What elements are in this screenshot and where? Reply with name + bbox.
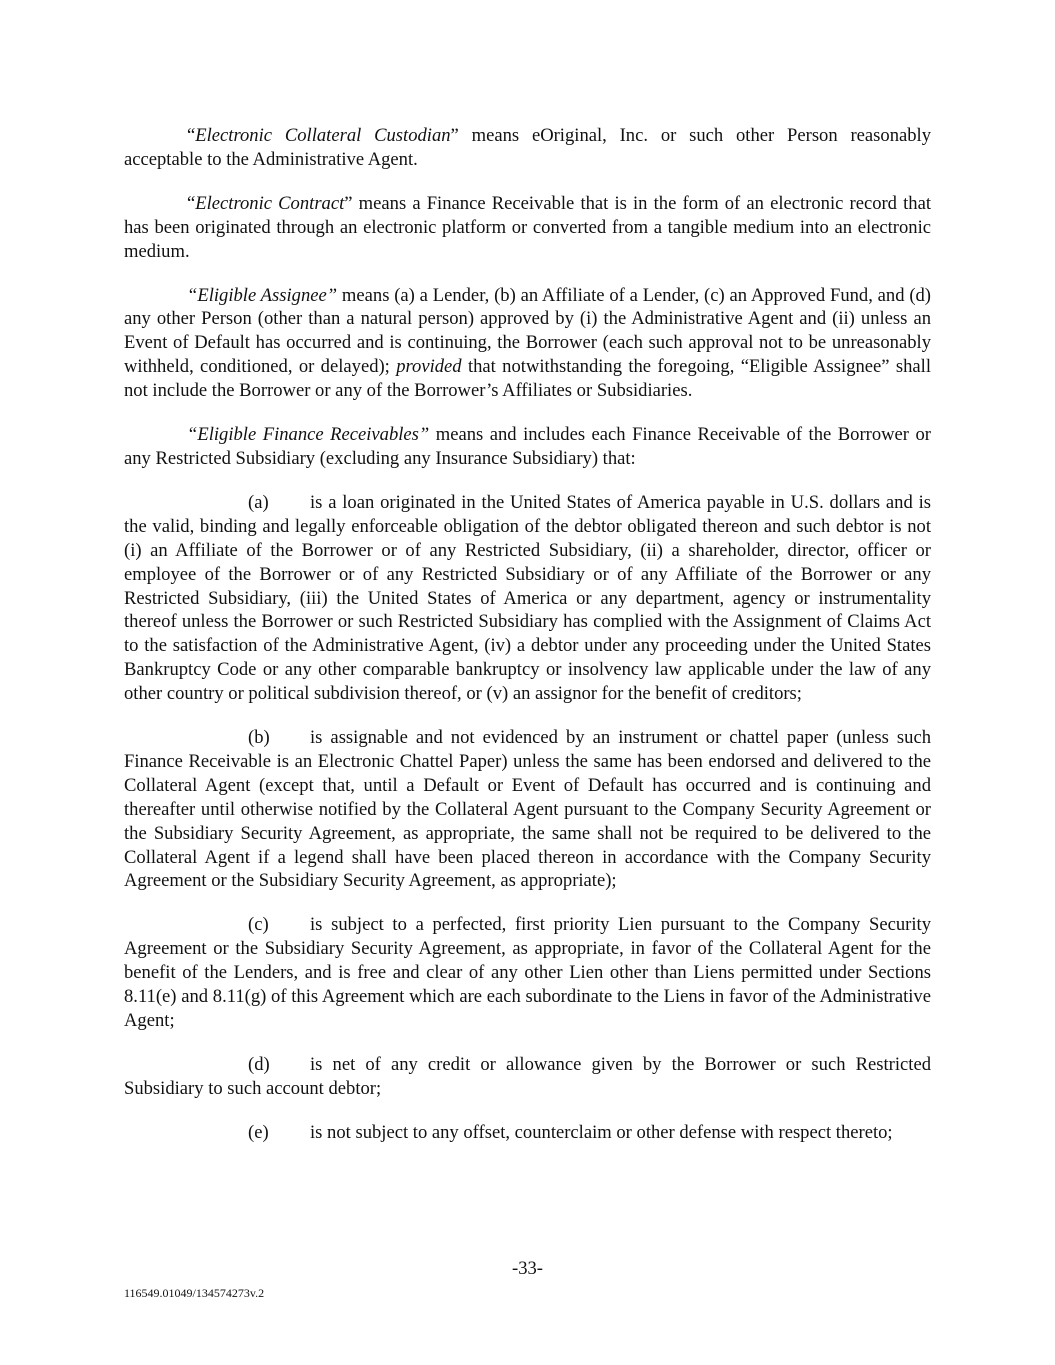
item-label: (b) — [248, 727, 270, 749]
item-label: (a) — [248, 491, 269, 513]
item-text: is not subject to any offset, counterclaim or other defense with respect thereto; — [310, 1121, 893, 1143]
definition-eligible-assignee: “Eligible Assignee” means (a) a Lender, (b) an Affiliate of a Lender, (c) an Approved Fund, and (d) any other Person (other than a natural person) approved by (i) the Administrative Agent and (ii) unless an Event of Default has occurred and is continuing, the Borrower (each such approval not to be unreasonably withheld, conditioned, or delayed); provided that notwithstanding the foregoing, “Eligible Assignee” shall not include the Borrower or any of the Borrower’s Affiliates or Subsidiaries. — [124, 284, 932, 402]
item-text: is net of any credit or allowance given by the Borrower or such Restricted Subsidiary to such account debtor; — [124, 1053, 931, 1099]
defined-term: “Eligible Finance Receivables” — [187, 424, 430, 446]
definition-eligible-finance-receivables: “Eligible Finance Receivables” means and includes each Finance Receivable of the Borrower or any Restricted Subsidiary (excluding any Insurance Subsidiary) that: — [124, 424, 931, 469]
proviso-word: provided — [396, 356, 462, 378]
page-number: -33- — [512, 1258, 543, 1279]
defined-term: “Eligible Assignee” — [187, 284, 338, 306]
defined-term: Electronic Collateral Custodian — [195, 125, 451, 146]
item-text: is assignable and not evidenced by an instrument or chattel paper (unless such Finance Receivable is an Electronic Chattel Paper) unless the same has been endorsed and delivered to the Collateral Agent (except that, until a Default or Event of Default has occurred and is continuing and thereafter until otherwise notified by the Collateral Agent pursuant to the Company Security Agreement or the Subsidiary Security Agreement, as appropriate, the same shall not be required to be delivered to the Collateral Agent if a legend shall have been placed thereon in accordance with the Company Security Agreement or the Subsidiary Security Agreement, as appropriate); — [124, 727, 931, 892]
definition-electronic-collateral-custodian: “Electronic Collateral Custodian” means eOriginal, Inc. or such other Person reasonably acceptable to the Administrative Agent. — [124, 125, 931, 170]
list-item-e — [124, 1121, 931, 1145]
item-text: is subject to a perfected, first priority Lien pursuant to the Company Security Agreement or the Subsidiary Security Agreement, as appropriate, in favor of the Collateral Agent for the benefit of the Lenders, and is free and clear of any other Lien other than Liens permitted under Sections 8.11(e) and 8.11(g) of this Agreement which are each subordinate to the Liens in favor of the Administrative Agent; — [124, 914, 931, 1031]
item-text: is a loan originated in the United States of America payable in U.S. dollars and is the valid, binding and legally enforceable obligation of the debtor obligated thereon and such debtor is not (i) an Affiliate of the Borrower or of any Restricted Subsidiary, (ii) a shareholder, director, officer or employee of the Borrower or of any Restricted Subsidiary or of any Affiliate of the Borrower or any Restricted Subsidiary, (iii) the United States of America or any department, agency or instrumentality thereof unless the Borrower or such Restricted Subsidiary has complied with the Assignment of Claims Act to the satisfaction of the Administrative Agent, (iv) a debtor under any proceeding under the United States Bankruptcy Code or any other comparable bankruptcy or insolvency law applicable under the law of any other country or political subdivision thereof, or (v) an assignor for the benefit of creditors; — [124, 491, 931, 705]
list-item-d — [124, 1053, 931, 1101]
definition-electronic-contract: “Electronic Contract” means a Finance Receivable that is in the form of an electronic record that has been originated through an electronic platform or converted from a tangible medium into an electronic medium. — [124, 192, 932, 262]
document-body — [124, 124, 931, 1165]
list-item-a — [124, 491, 931, 706]
defined-term: Electronic Contract — [195, 192, 345, 214]
document-id: 116549.01049/134574273v.2 — [124, 1286, 265, 1300]
list-item-c — [124, 913, 931, 1033]
list-item-b — [124, 726, 931, 893]
item-label: (c) — [248, 914, 269, 936]
item-label: (e) — [248, 1121, 269, 1143]
item-label: (d) — [248, 1053, 270, 1075]
